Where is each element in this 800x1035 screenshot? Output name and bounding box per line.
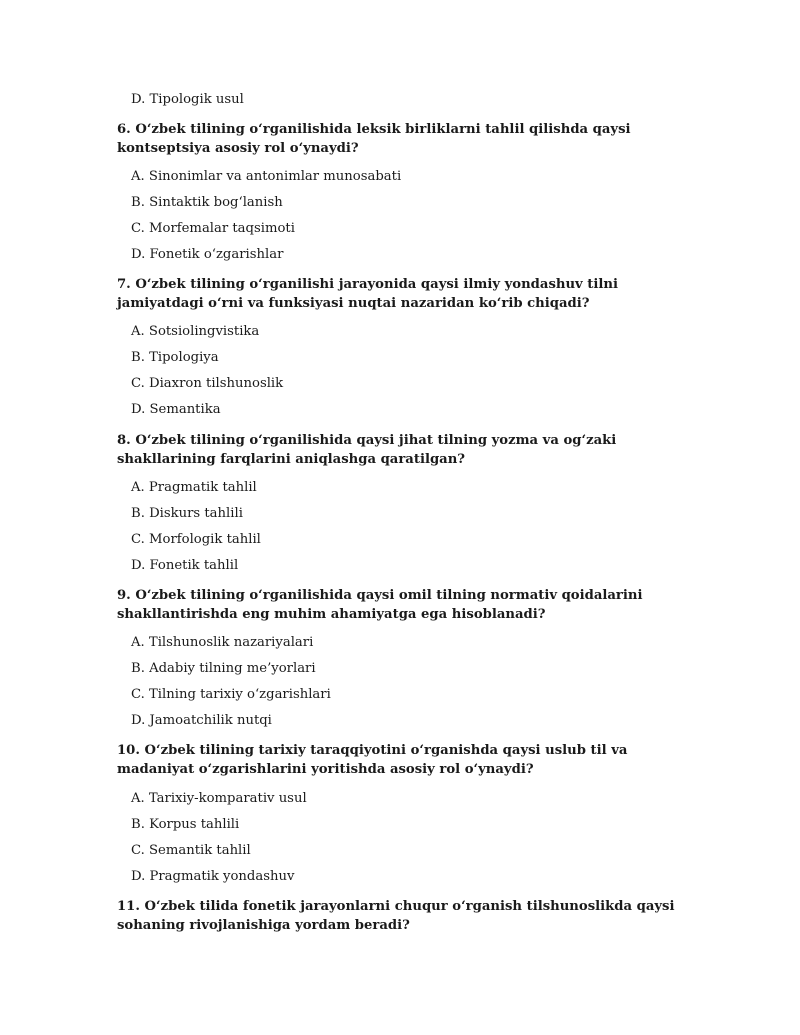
option-9-b: B. Adabiy tilning me’yorlari	[131, 661, 316, 676]
option-8-a: A. Pragmatik tahlil	[131, 480, 257, 495]
option-9-a: A. Tilshunoslik nazariyalari	[131, 635, 314, 650]
option-7-c: C. Diaxron tilshunoslik	[131, 376, 284, 391]
option-6-a: A. Sinonimlar va antonimlar munosabati	[131, 169, 402, 184]
option-9-c: C. Tilning tarixiy o‘zgarishlari	[131, 687, 331, 702]
question-6: 6. O‘zbek tilining o‘rganilishida leksik birliklarni tahlil qilishda qaysi kontseptsiya asosiy rol o‘ynaydi?	[117, 122, 631, 156]
option-8-b: B. Diskurs tahlili	[131, 506, 243, 521]
option-10-d: D. Pragmatik yondashuv	[131, 869, 295, 884]
option-5-d: D. Tipologik usul	[131, 92, 244, 107]
option-7-a: A. Sotsiolingvistika	[131, 324, 260, 339]
option-9-d: D. Jamoatchilik nutqi	[131, 713, 272, 728]
option-6-d: D. Fonetik o‘zgarishlar	[131, 247, 284, 262]
question-7: 7. O‘zbek tilining o‘rganilishi jarayonida qaysi ilmiy yondashuv tilni jamiyatdagi o‘rni va funksiyasi nuqtai nazaridan ko‘rib chiqadi?	[117, 277, 619, 311]
question-11: 11. O‘zbek tilida fonetik jarayonlarni chuqur o‘rganish tilshunoslikda qaysi sohaning rivojlanishiga yordam beradi?	[117, 899, 675, 933]
option-10-b: B. Korpus tahlili	[131, 817, 240, 832]
option-7-d: D. Semantika	[131, 402, 221, 417]
question-10: 10. O‘zbek tilining tarixiy taraqqiyotini o‘rganishda qaysi uslub til va madaniyat o‘zgarishlarini yoritishda asosiy rol o‘ynaydi?	[117, 743, 628, 777]
option-6-b: B. Sintaktik bog‘lanish	[131, 195, 283, 210]
option-8-c: C. Morfologik tahlil	[131, 532, 261, 547]
option-6-c: C. Morfemalar taqsimoti	[131, 221, 295, 236]
question-8: 8. O‘zbek tilining o‘rganilishida qaysi jihat tilning yozma va og‘zaki shakllarining farqlarini aniqlashga qaratilgan?	[117, 433, 617, 467]
option-10-a: A. Tarixiy-komparativ usul	[131, 791, 307, 806]
option-8-d: D. Fonetik tahlil	[131, 558, 239, 573]
option-10-c: C. Semantik tahlil	[131, 843, 251, 858]
option-7-b: B. Tipologiya	[131, 350, 219, 365]
question-9: 9. O‘zbek tilining o‘rganilishida qaysi omil tilning normativ qoidalarini shakllantirishda eng muhim ahamiyatga ega hisoblanadi?	[117, 588, 643, 622]
